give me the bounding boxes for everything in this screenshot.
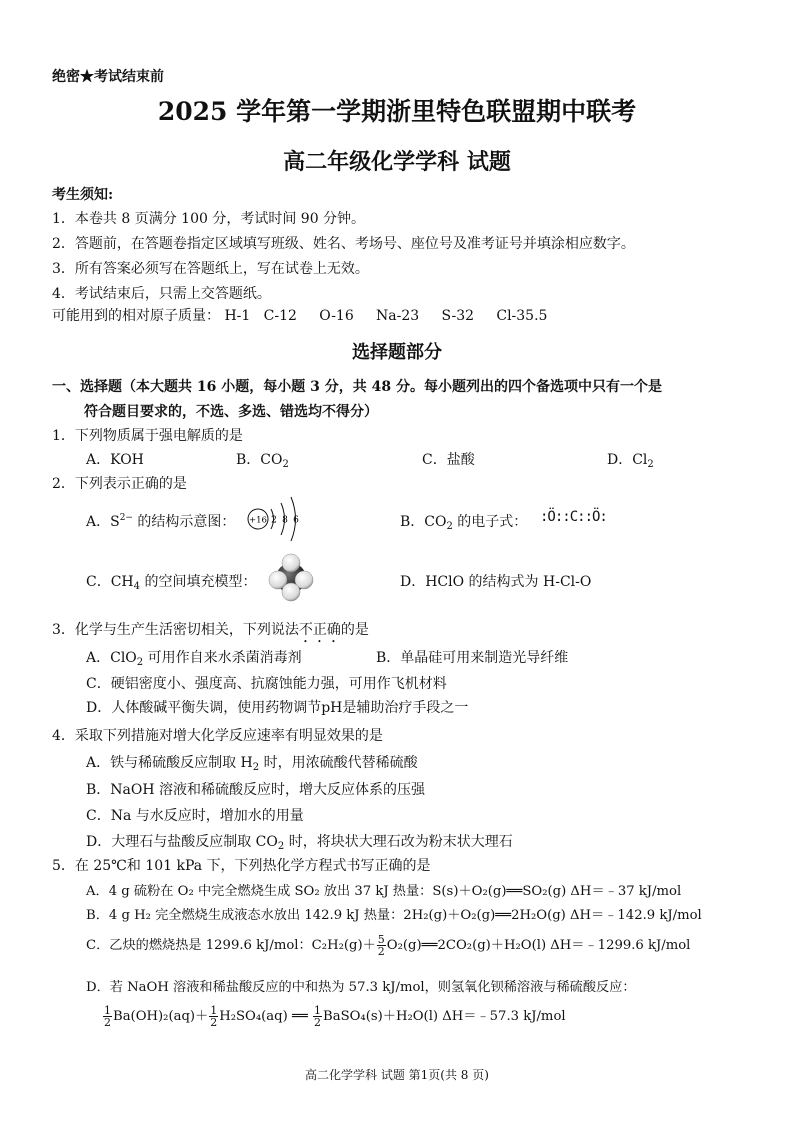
exam-subtitle: 高二年级化学学科 试题	[283, 149, 511, 175]
q5-option-a: A．4 g 硫粉在 O₂ 中完全燃烧生成 SO₂ 放出 37 kJ 热量：S(s)＋O₂(g)══SO₂(g) ΔH＝﹣37 kJ/mol	[86, 884, 682, 899]
q2-option-c: C．$CH_4$ 的空间填充模型：	[86, 574, 257, 592]
section-title: 选择题部分	[352, 342, 442, 363]
exam-title: 2025 学年第一学期浙里特色联盟期中联考	[157, 97, 637, 126]
page-footer: 高二化学学科 试题 第1页(共 8 页)	[305, 1068, 489, 1082]
notice-item: 4．考试结束后，只需上交答题纸。	[52, 286, 271, 302]
ch4-space-filling-model	[268, 553, 314, 603]
q3-option-c: C．硬铝密度小、强度高、抗腐蚀能力强，可用作飞机材料	[86, 676, 447, 692]
shell-electron-count: 6	[293, 515, 299, 526]
q4-option-d: D．大理石与盐酸反应制取 $CO_2$ 时，将块状大理石改为粉末状大理石	[86, 834, 513, 852]
fraction: $\frac{5}{2}$	[377, 933, 385, 958]
atomic-mass-label: 可能用到的相对原子质量：	[52, 308, 220, 324]
q3-stem: 3．化学与生产生活密切相关，下列说法不正确的是	[52, 622, 369, 638]
emphasis-not-correct: 不正确	[298, 622, 341, 638]
section-instruction: 一、选择题（本大题共 16 小题，每小题 3 分，共 48 分。每小题列出的四个备选项中只有一个是	[52, 379, 662, 395]
atomic-mass: O-16	[319, 308, 354, 324]
section-instruction-cont: 符合题目要求的，不选、多选、错选均不得分）	[84, 404, 378, 420]
q3-option-a: A．ClO$_2$ 可用作自来水杀菌消毒剂	[86, 650, 302, 668]
atomic-masses-line	[52, 305, 547, 325]
atomic-mass: S-32	[441, 308, 475, 324]
q5-stem: 5．在 25℃和 101 kPa 下，下列热化学方程式书写正确的是	[52, 858, 431, 874]
q2-option-a: A．$S^{2-}$ 的结构示意图：	[86, 513, 236, 530]
atomic-mass: H-1	[224, 308, 251, 324]
q4-option-b: B．NaOH 溶液和稀硫酸反应时，增大反应体系的压强	[86, 782, 426, 798]
q4-stem: 4．采取下列措施对增大化学反应速率有明显效果的是	[52, 728, 383, 744]
q2-stem: 2．下列表示正确的是	[52, 476, 187, 492]
atomic-mass: Cl-35.5	[496, 308, 548, 324]
q5-option-c: C．乙炔的燃烧热是 1299.6 kJ/mol：C₂H₂(g)＋ $\frac{5}{2}$ O₂(g)══2CO₂(g)＋H₂O(l) ΔH＝﹣1299.6 kJ/mol	[86, 933, 691, 958]
notice-heading: 考生须知:	[52, 187, 114, 203]
fraction: $\frac{1}{2}$	[314, 1004, 322, 1029]
nucleus-charge: +16	[249, 515, 267, 526]
q5-option-d: D．若 NaOH 溶液和稀盐酸反应的中和热为 57.3 kJ/mol，则氢氧化钡稀溶液与稀硫酸反应：	[86, 980, 636, 995]
q3-option-d: D．人体酸碱平衡失调，使用药物调节pH是辅助治疗手段之一	[86, 700, 469, 716]
shell-electron-count: 8	[282, 515, 288, 526]
q1-option-b: B．$CO_2$	[236, 452, 289, 470]
q4-option-a: A．铁与稀硫酸反应制取 $H_2$ 时，用浓硫酸代替稀硫酸	[86, 755, 418, 773]
s2-atomic-structure-diagram	[245, 493, 305, 543]
q1-option-c: C．盐酸	[422, 452, 475, 468]
notice-item: 3．所有答案必须写在答题纸上，写在试卷上无效。	[52, 261, 369, 277]
notice-item: 1．本卷共 8 页满分 100 分，考试时间 90 分钟。	[52, 211, 366, 227]
q4-option-c: C．Na 与水反应时，增加水的用量	[86, 808, 304, 824]
q5-option-d-equation: $\frac{1}{2}$ Ba(OH)₂(aq)＋ $\frac{1}{2}$ H₂SO₄(aq) ══ $\frac{1}{2}$ BaSO₄(s)＋H₂O(l) ΔH＝﹣57.3 kJ/mol	[104, 1004, 566, 1029]
notice-item: 2．答题前，在答题卷指定区域填写班级、姓名、考场号、座位号及准考证号并填涂相应数字。	[52, 236, 635, 252]
fraction: $\frac{1}{2}$	[210, 1004, 218, 1029]
q5-option-b: B．4 g H₂ 完全燃烧生成液态水放出 142.9 kJ 热量：2H₂(g)＋O₂(g)══2H₂O(g) ΔH＝﹣142.9 kJ/mol	[86, 908, 702, 923]
shell-electron-count: 2	[271, 515, 277, 526]
atomic-mass: Na-23	[376, 308, 420, 324]
q1-option-d: D．$Cl_2$	[607, 452, 654, 470]
q1-stem: 1．下列物质属于强电解质的是	[52, 428, 243, 444]
q2-option-b: B．$CO_2$ 的电子式：	[400, 514, 528, 532]
atomic-mass: C-12	[263, 308, 297, 324]
fraction: $\frac{1}{2}$	[104, 1004, 111, 1029]
q2-option-d: D．HClO 的结构式为 H-Cl-O	[400, 574, 592, 590]
co2-electron-formula: :Ö::C::Ö:	[540, 509, 607, 525]
q3-option-b: B．单晶硅可用来制造光导纤维	[376, 650, 569, 666]
confidential-mark: 绝密★考试结束前	[52, 69, 164, 85]
q1-option-a: A．KOH	[86, 452, 144, 468]
